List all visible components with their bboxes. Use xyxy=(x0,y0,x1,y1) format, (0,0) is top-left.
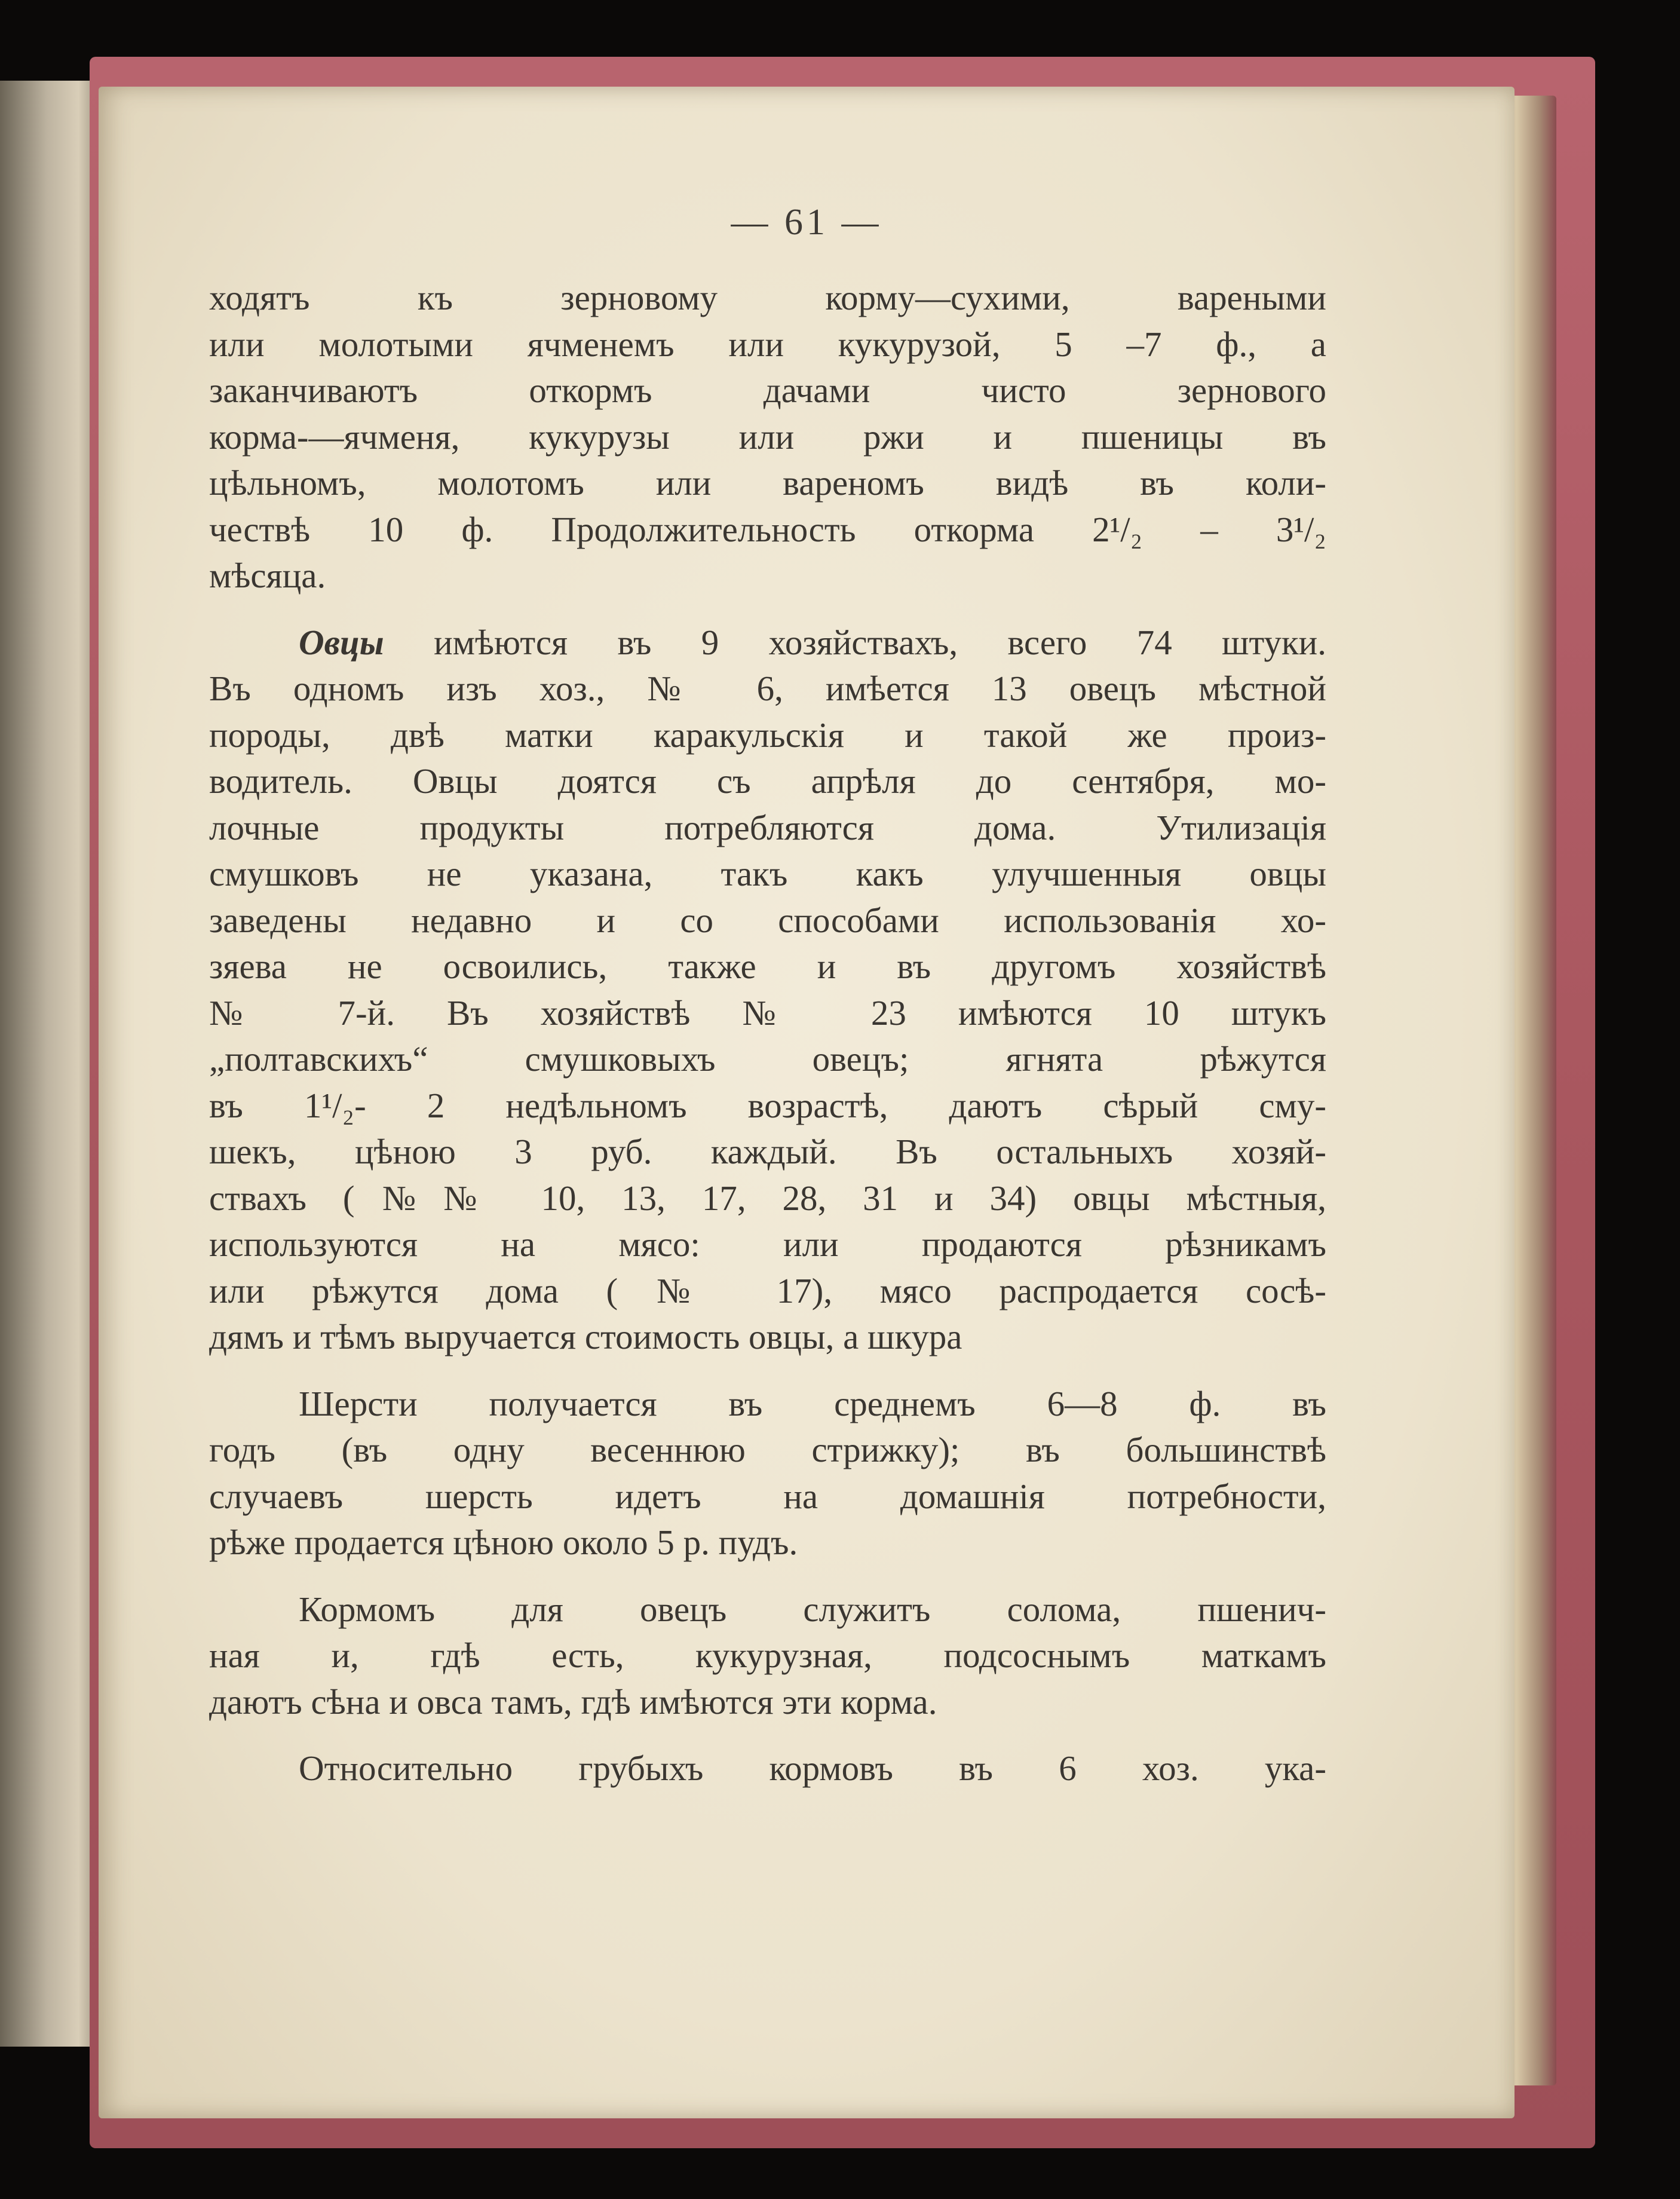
text-line: дямъ и тѣмъ выручается стоимость овцы, а шкура xyxy=(209,1317,962,1356)
text-line: породы, двѣ матки каракульскія и такой же произ- xyxy=(209,715,1326,755)
text-line: корма-—ячменя, кукурузы или ржи и пшеницы въ xyxy=(209,416,1326,457)
text-line: или молотыми ячменемъ или кукурузой, 5 –7 ф., а xyxy=(209,324,1326,364)
text-line xyxy=(209,620,1326,666)
text-line: ная и, гдѣ есть, кукурузная, подсоснымъ маткамъ xyxy=(209,1636,1326,1675)
paragraph-5 xyxy=(209,1745,1326,1792)
text-line: чествѣ 10 ф. Продолжительность откорма 2¹/₂ – 3¹/₂ xyxy=(209,509,1326,549)
text-line: въ 1¹/₂- 2 недѣльномъ возрастѣ, даютъ сѣрый сму- xyxy=(209,1085,1326,1125)
text-line: даютъ сѣна и овса тамъ, гдѣ имѣются эти корма. xyxy=(209,1682,937,1722)
text-line: Шерсти получается въ среднемъ 6—8 ф. въ xyxy=(299,1383,1326,1423)
page-text xyxy=(209,275,1326,1812)
text-line: Кормомъ для овецъ служитъ солома, пшенич- xyxy=(299,1589,1326,1629)
text-line: № 7-й. Въ хозяйствѣ № 23 имѣются 10 штукъ xyxy=(209,993,1326,1033)
text-line: или рѣжутся дома (№ 17), мясо распродается сосѣ- xyxy=(209,1270,1326,1310)
text-line: используются на мясо: или продаются рѣзникамъ xyxy=(209,1224,1326,1264)
text-line: ходятъ къ зерновому корму—сухими, вареными xyxy=(209,278,1326,317)
text-line: заведены недавно и со способами использованія хо- xyxy=(209,900,1326,940)
page-number: — 61 — xyxy=(731,202,882,243)
text-line: Въ одномъ изъ хоз., № 6, имѣется 13 овецъ мѣстной xyxy=(209,669,1326,708)
paragraph-1 xyxy=(209,275,1326,599)
text-line: годъ (въ одну весеннюю стрижку); въ большинствѣ xyxy=(209,1430,1326,1469)
text-line: мѣсяца. xyxy=(209,556,326,595)
text-line: Относительно грубыхъ кормовъ въ 6 хоз. ука- xyxy=(299,1748,1326,1788)
text-line: шекъ, цѣною 3 руб. каждый. Въ остальныхъ хозяй- xyxy=(209,1132,1326,1171)
text-line: случаевъ шерсть идетъ на домашнія потребности, xyxy=(209,1476,1326,1516)
paragraph-4 xyxy=(209,1587,1326,1726)
text-line: водитель. Овцы доятся съ апрѣля до сентября, мо- xyxy=(209,761,1326,801)
text-line: смушковъ не указана, такъ какъ улучшенныя овцы xyxy=(209,854,1326,893)
text-line: „полтавскихъ“ смушковыхъ овецъ; ягнята рѣжутся xyxy=(209,1039,1326,1079)
paragraph-3 xyxy=(209,1381,1326,1566)
text-line: лочные продукты потребляются дома. Утилизація xyxy=(209,807,1326,847)
text-line: рѣже продается цѣною около 5 р. пудъ. xyxy=(209,1523,798,1562)
book-page xyxy=(99,87,1515,2118)
text-line-rest: имѣются въ 9 хозяйствахъ, всего 74 штуки. xyxy=(434,622,1326,662)
text-line: заканчиваютъ откормъ дачами чисто зернового xyxy=(209,370,1326,410)
previous-page-edge xyxy=(0,81,105,2047)
paragraph-2 xyxy=(209,620,1326,1361)
term-ovtsy: Овцы xyxy=(299,622,384,662)
text-line: ствахъ (№№ 10, 13, 17, 28, 31 и 34) овцы мѣстныя, xyxy=(209,1178,1326,1218)
text-line: зяева не освоились, также и въ другомъ хозяйствѣ xyxy=(209,947,1326,986)
text-line: цѣльномъ, молотомъ или вареномъ видѣ въ коли- xyxy=(209,463,1326,503)
